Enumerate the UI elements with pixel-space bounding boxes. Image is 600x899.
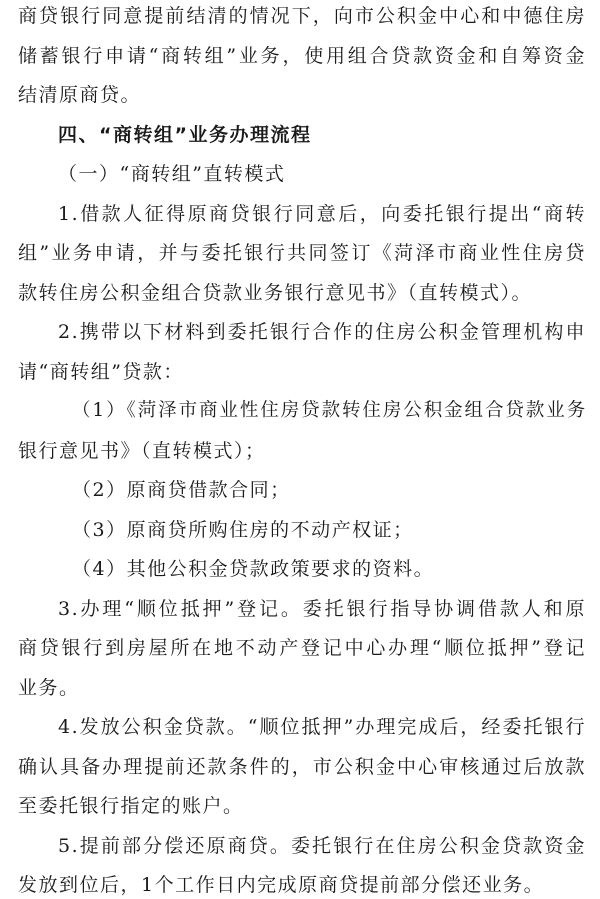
text-line: 业务。 — [18, 676, 80, 699]
text-line: 5.提前部分偿还原商贷。委托银行在住房公积金贷款资金 — [58, 834, 586, 857]
text-line: 确认具备办理提前还款条件的，市公积金中心审核通过后放款 — [18, 755, 586, 778]
text-line: 请“商转组”贷款： — [18, 360, 184, 383]
text-line: 发放到位后，1个工作日内完成原商贷提前部分偿还业务。 — [18, 874, 545, 896]
text-line: 3.办理“顺位抵押”登记。委托银行指导协调借款人和原 — [58, 597, 586, 620]
text-line: 至委托银行指定的账户。 — [18, 795, 244, 817]
subsection-heading: （一）“商转组”直转模式 — [58, 163, 286, 185]
text-line: 结清原商贷。 — [18, 84, 142, 106]
text-line: 商贷银行到房屋所在地不动产登记中心办理“顺位抵押”登记 — [18, 637, 586, 659]
text-line: 银行意见书》（直转模式）； — [18, 439, 266, 462]
text-line: 组”业务申请，并与委托银行共同签订《菏泽市商业性住房贷 — [18, 242, 586, 264]
text-line: （1）《菏泽市商业性住房贷款转住房公积金组合贷款业务 — [72, 400, 586, 421]
text-line: 2.携带以下材料到委托银行合作的住房公积金管理机构申 — [58, 321, 586, 343]
text-line: 商贷银行同意提前结清的情况下，向市公积金中心和中德住房 — [18, 5, 586, 27]
text-line: （2）原商贷借款合同； — [72, 479, 291, 501]
section-heading: 四、“商转组”业务办理流程 — [58, 123, 312, 146]
text-line: 储蓄银行申请“商转组”业务，使用组合贷款资金和自筹资金 — [18, 44, 586, 67]
text-line: 1.借款人征得原商贷银行同意后，向委托银行提出“商转 — [58, 202, 586, 225]
text-line: 4.发放公积金贷款。“顺位抵押”办理完成后，经委托银行 — [58, 716, 586, 738]
text-line: （3）原商贷所购住房的不动产权证； — [72, 518, 414, 541]
text-line: （4）其他公积金贷款政策要求的资料。 — [72, 558, 435, 580]
text-line: 款转住房公积金组合贷款业务银行意见书》（直转模式）。 — [18, 281, 533, 304]
